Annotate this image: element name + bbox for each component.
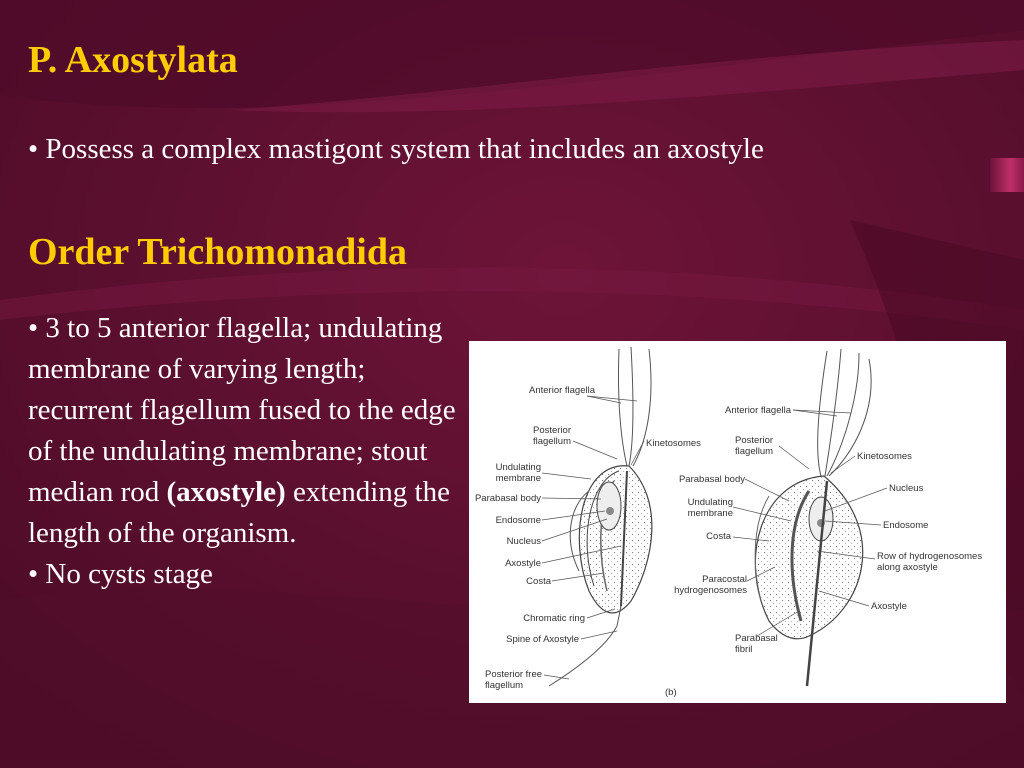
label-paracostal-hydrogenosomes: Paracostal hydrogenosomes — [674, 574, 747, 596]
label-axostyle-right: Axostyle — [871, 601, 907, 612]
trichomonad-diagram — [469, 341, 1006, 703]
label-chromatic-ring: Chromatic ring — [523, 613, 585, 624]
label-kinetosomes-right: Kinetosomes — [857, 451, 912, 462]
label-nucleus-left: Nucleus — [506, 536, 541, 547]
label-panel-b: (b) — [665, 687, 677, 698]
label-anterior-flagella-left: Anterior flagella — [529, 385, 596, 396]
section-title: Order Trichomonadida — [28, 231, 407, 273]
label-parabasal-fibril: Parabasal fibril — [735, 633, 778, 655]
order-description — [28, 308, 458, 595]
description-text-1: • 3 to 5 anterior flagella; undulating membrane of varying length; recurrent flagellum fused to the edge of the undulating membrane; stout median rod — [28, 312, 456, 508]
label-undulating-membrane-left: Undulating membrane — [495, 462, 541, 484]
intro-bullet: • Possess a complex mastigont system that includes an axostyle — [28, 133, 764, 165]
label-posterior-flagellum-right: Posterior flagellum — [735, 435, 774, 457]
description-bold-term: (axostyle) — [166, 476, 286, 508]
label-undulating-membrane-right: Undulating membrane — [687, 497, 733, 519]
label-endosome-right: Endosome — [883, 520, 929, 531]
decorative-tab — [990, 158, 1024, 192]
label-axostyle-left: Axostyle — [505, 558, 541, 569]
label-parabasal-body-right: Parabasal body — [678, 474, 745, 485]
label-kinetosomes-left: Kinetosomes — [646, 438, 701, 449]
label-row-of-hydrogenosomes: Row of hydrogenosomes along axostyle — [877, 551, 983, 573]
label-nucleus-right: Nucleus — [889, 483, 924, 494]
label-endosome-left: Endosome — [495, 515, 541, 526]
label-anterior-flagella-right: Anterior flagella — [724, 405, 791, 416]
label-costa-left: Costa — [526, 576, 551, 587]
label-spine-of-axostyle: Spine of Axostyle — [506, 634, 579, 645]
label-parabasal-body-left: Parabasal body — [474, 493, 541, 504]
label-costa-right: Costa — [706, 531, 731, 542]
label-posterior-free-flagellum: Posterior free flagellum — [485, 669, 543, 691]
description-text-2: extending the length of the organism. — [28, 476, 450, 549]
label-posterior-flagellum-left: Posterior flagellum — [532, 425, 571, 447]
no-cysts-bullet: • No cysts stage — [28, 558, 213, 590]
slide-title: P. Axostylata — [28, 39, 238, 81]
